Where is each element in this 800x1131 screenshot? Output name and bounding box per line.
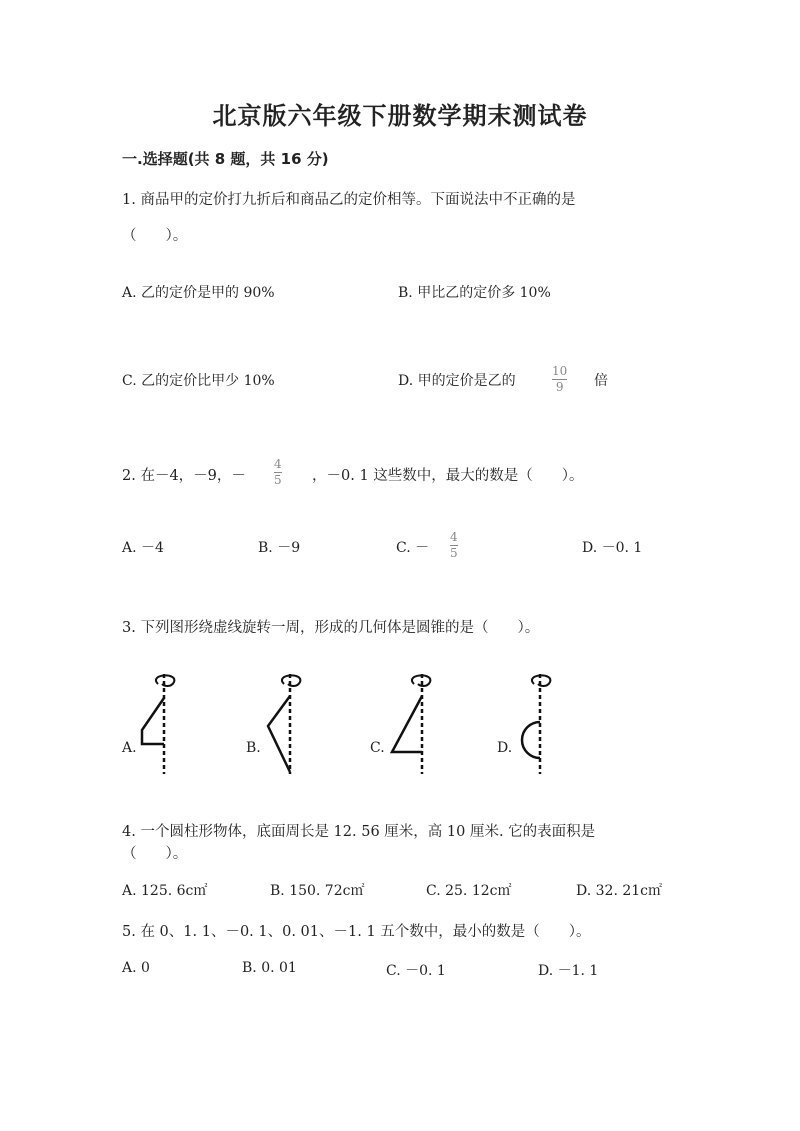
question-2-text-start: 2. 在－4，－9，－	[122, 468, 246, 484]
question-4-option-a: A. 125. 6c㎡	[122, 883, 208, 899]
question-3-option-b: B.	[246, 740, 261, 756]
question-4-option-b: B. 150. 72c㎡	[270, 883, 365, 899]
page-title: 北京版六年级下册数学期末测试卷	[212, 102, 588, 130]
question-3-figure-a	[134, 668, 194, 776]
question-1-paren: （ ）。	[122, 228, 188, 244]
fraction-numerator: 4	[274, 457, 282, 471]
question-5-option-c: C. －0. 1	[386, 963, 446, 979]
question-4-text: 4. 一个圆柱形物体，底面周长是 12. 56 厘米，高 10 厘米. 它的表面积是	[122, 824, 596, 840]
question-3-option-d: D.	[497, 740, 513, 756]
fraction-numerator: 10	[552, 364, 568, 378]
fraction-denominator: 5	[450, 546, 458, 560]
question-1-option-d-fraction	[552, 365, 567, 394]
fraction-denominator: 9	[555, 380, 564, 394]
question-2-fraction	[274, 458, 282, 487]
question-1-option-d-suffix: 倍	[594, 373, 608, 389]
question-2-option-a: A. －4	[122, 540, 164, 556]
section-heading: 一.选择题(共 8 题，共 16 分)	[122, 150, 329, 168]
question-5-option-a: A. 0	[122, 960, 150, 976]
question-2-option-d: D. －0. 1	[582, 540, 643, 556]
question-4-option-d: D. 32. 21c㎡	[576, 883, 662, 899]
question-1-option-b: B. 甲比乙的定价多 10%	[398, 285, 551, 301]
question-3-option-a: A.	[122, 740, 137, 756]
question-4-option-c: C. 25. 12c㎡	[426, 883, 512, 899]
fraction-numerator: 4	[450, 530, 458, 544]
question-4-paren: （ ）。	[122, 846, 188, 862]
question-2-option-c-fraction	[450, 531, 458, 560]
question-2-option-b: B. －9	[258, 540, 301, 556]
question-3-option-c: C.	[370, 740, 385, 756]
question-1-option-a: A. 乙的定价是甲的 90%	[122, 285, 275, 301]
question-1-text: 1. 商品甲的定价打九折后和商品乙的定价相等。下面说法中不正确的是	[122, 192, 576, 208]
question-2-option-c: C. －	[396, 540, 430, 556]
question-1-option-d: D. 甲的定价是乙的	[398, 373, 516, 389]
question-5-option-d: D. －1. 1	[538, 963, 599, 979]
question-3-figure-c	[384, 668, 444, 776]
fraction-denominator: 5	[274, 473, 282, 487]
question-5-text: 5. 在 0、1. 1、－0. 1、0. 01、－1. 1 五个数中，最小的数是（ ）。	[122, 924, 591, 940]
question-3-figure-d	[508, 668, 568, 776]
question-5-option-b: B. 0. 01	[242, 960, 297, 976]
question-3-text: 3. 下列图形绕虚线旋转一周，形成的几何体是圆锥的是（ ）。	[122, 620, 540, 636]
question-2-text-end: ，－0. 1 这些数中，最大的数是（ ）。	[312, 468, 584, 484]
question-1-option-c: C. 乙的定价比甲少 10%	[122, 373, 275, 389]
question-3-figure-b	[258, 668, 318, 776]
